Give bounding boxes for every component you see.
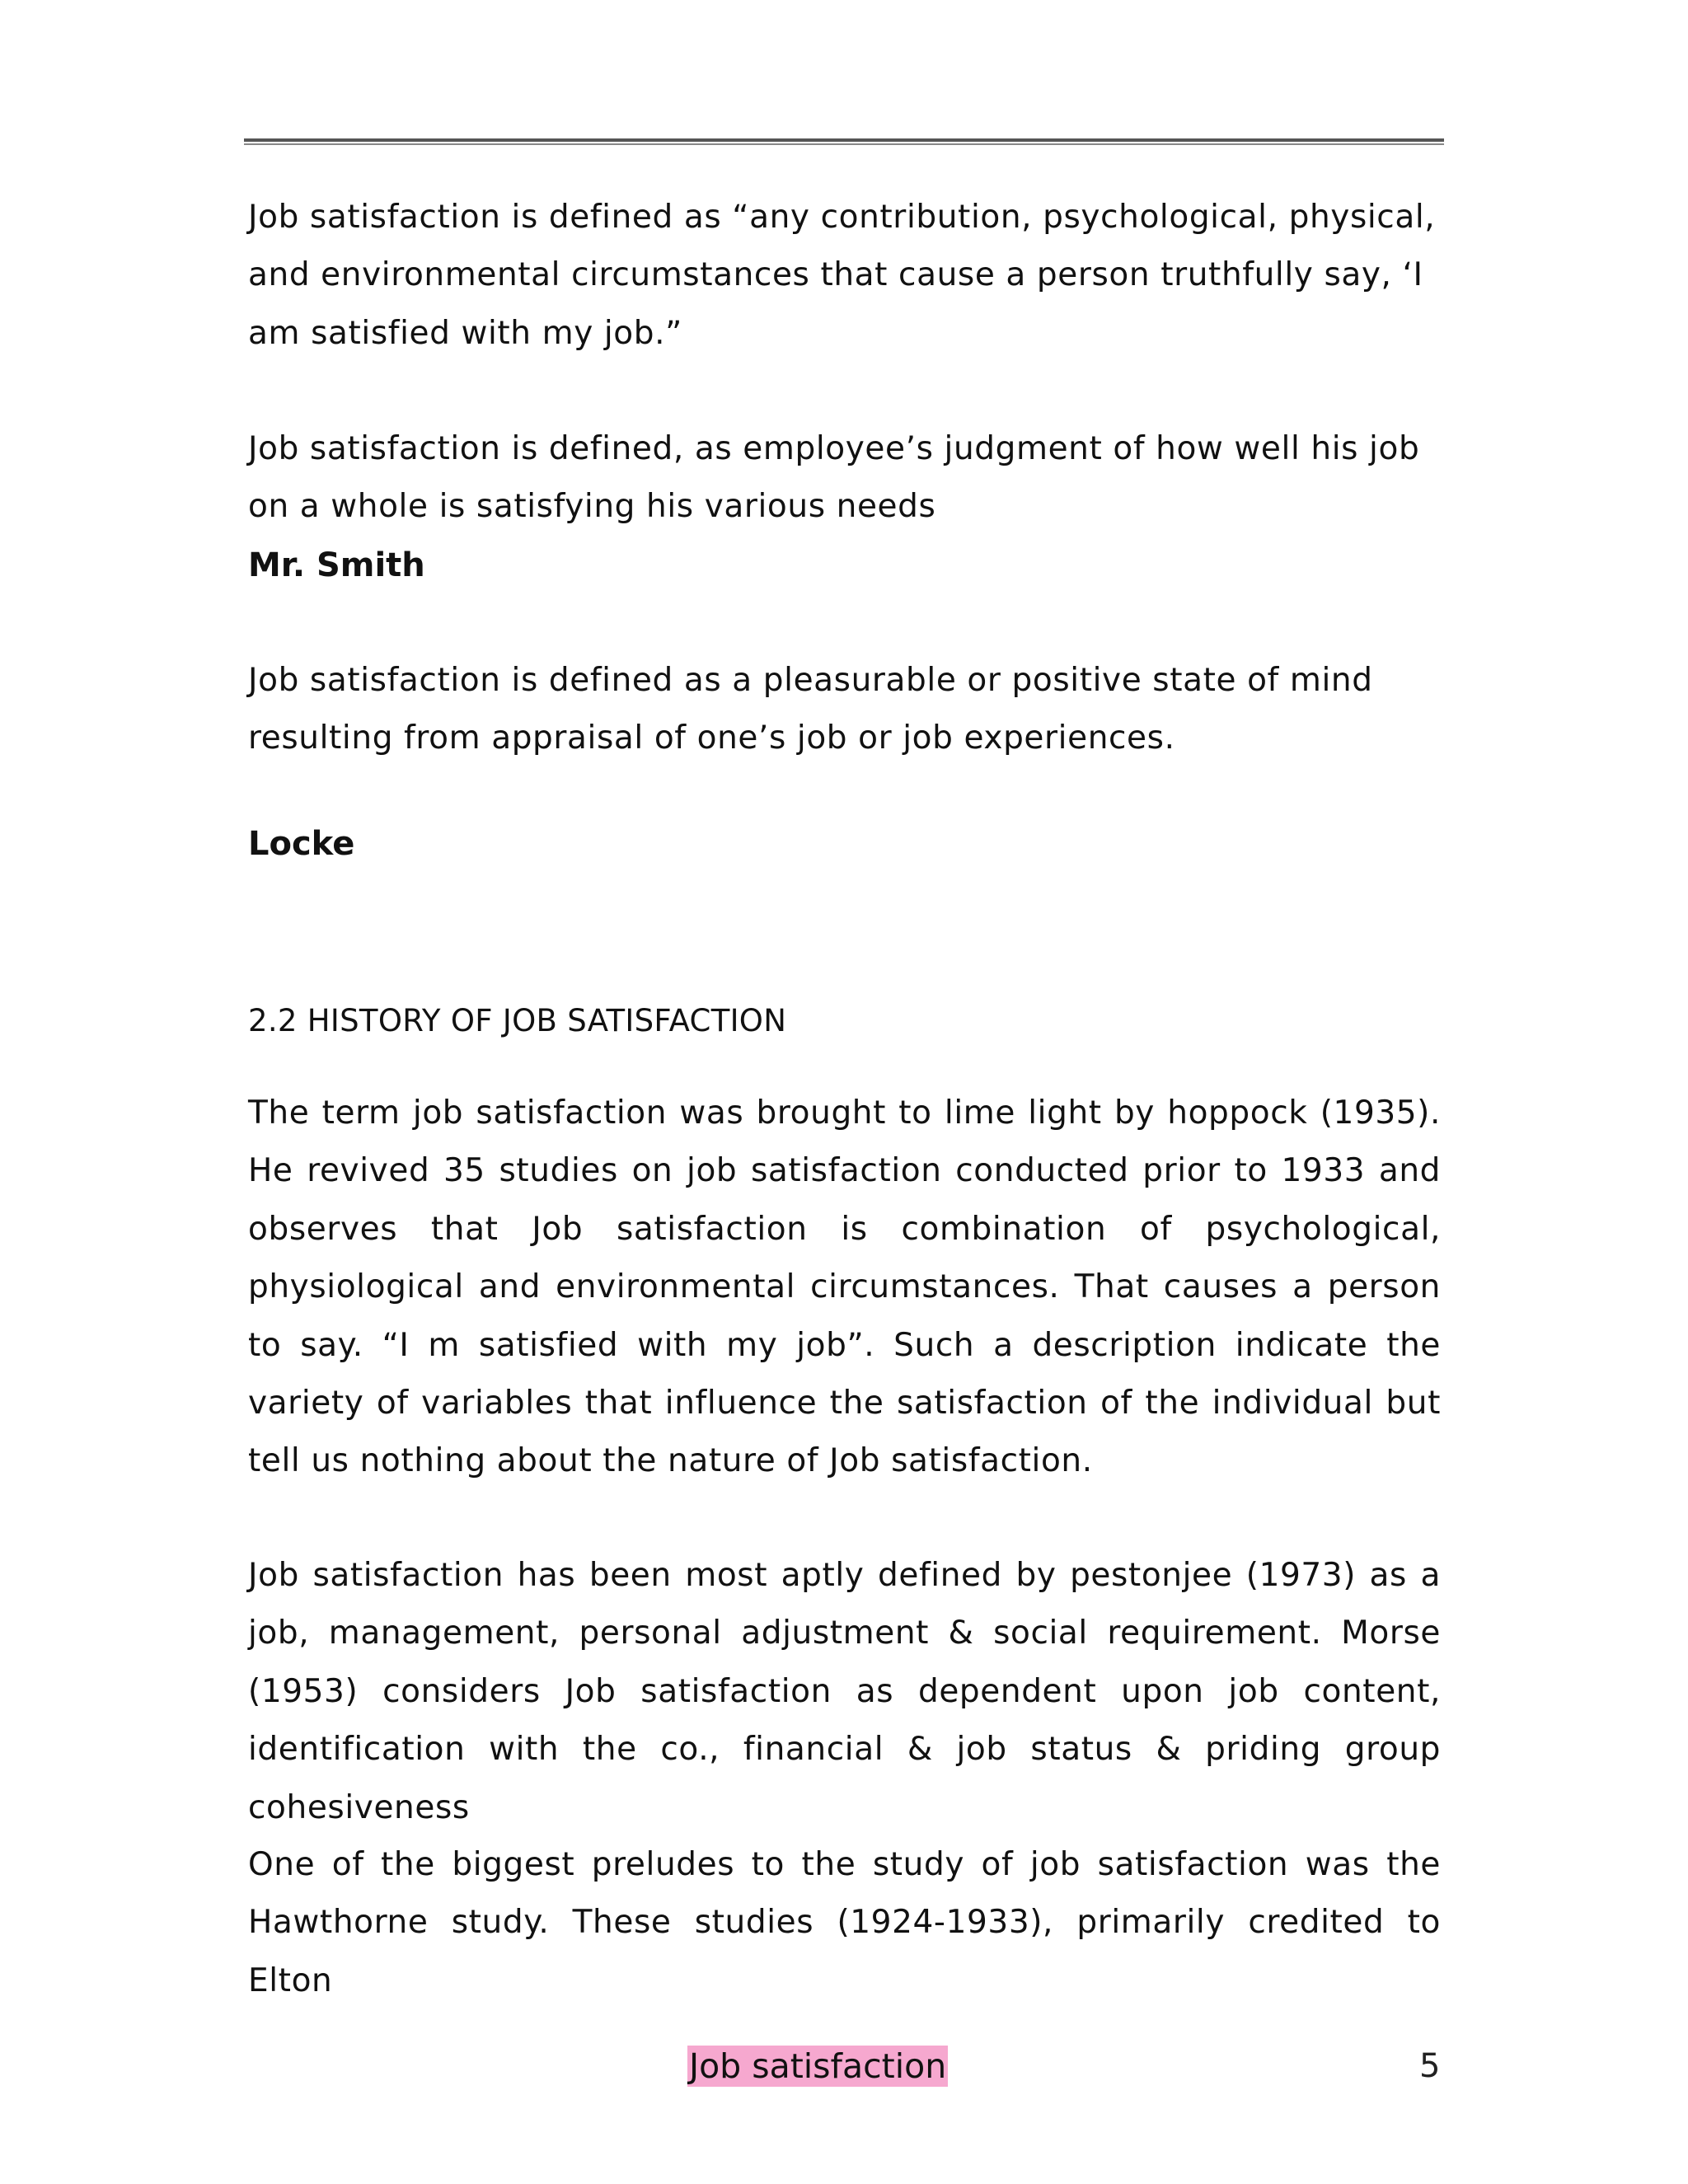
header-rule-secondary bbox=[244, 143, 1444, 145]
definition-paragraph: Job satisfaction is defined, as employee’s judgment of how well his job on a whole is satisfying his various needs bbox=[248, 430, 1420, 526]
definition-author: Mr. Smith bbox=[248, 546, 425, 584]
definition-author: Locke bbox=[248, 825, 355, 863]
page-number: 5 bbox=[1419, 2047, 1441, 2085]
definition-paragraph: Job satisfaction is defined as a pleasurable or positive state of mind resulting from appraisal of one’s job or job experiences. bbox=[248, 662, 1373, 757]
body-paragraph: The term job satisfaction was brought to lime light by hoppock (1935). He revived 35 studies on job satisfaction conducted prior to 1933 and observes that Job satisfaction is combination of psychological, physiological and environmental circumstances. That causes a person to say. “I m satisfied with my job”. Such a description indicate the variety of variables that influence the satisfaction of the individual but tell us nothing about the nature of Job satisfaction. bbox=[248, 1094, 1441, 1480]
section-heading: 2.2 HISTORY OF JOB SATISFACTION bbox=[248, 1003, 787, 1038]
body-paragraph: One of the biggest preludes to the study of job satisfaction was the Hawthorne study. These studies (1924-1933), primarily credited to Elton bbox=[248, 1846, 1441, 1999]
definition-paragraph: Job satisfaction is defined as “any contribution, psychological, physical, and environmental circumstances that cause a person truthfully say, ‘I am satisfied with my job.” bbox=[248, 199, 1436, 352]
footer-title: Job satisfaction bbox=[689, 2046, 947, 2086]
header-rule bbox=[244, 138, 1444, 142]
body-paragraph: Job satisfaction has been most aptly defined by pestonjee (1973) as a job, management, personal adjustment & social requirement. Morse (1953) considers Job satisfaction as dependent upon job content, identification with the co., financial & job status & priding group cohesiveness bbox=[248, 1557, 1441, 1826]
